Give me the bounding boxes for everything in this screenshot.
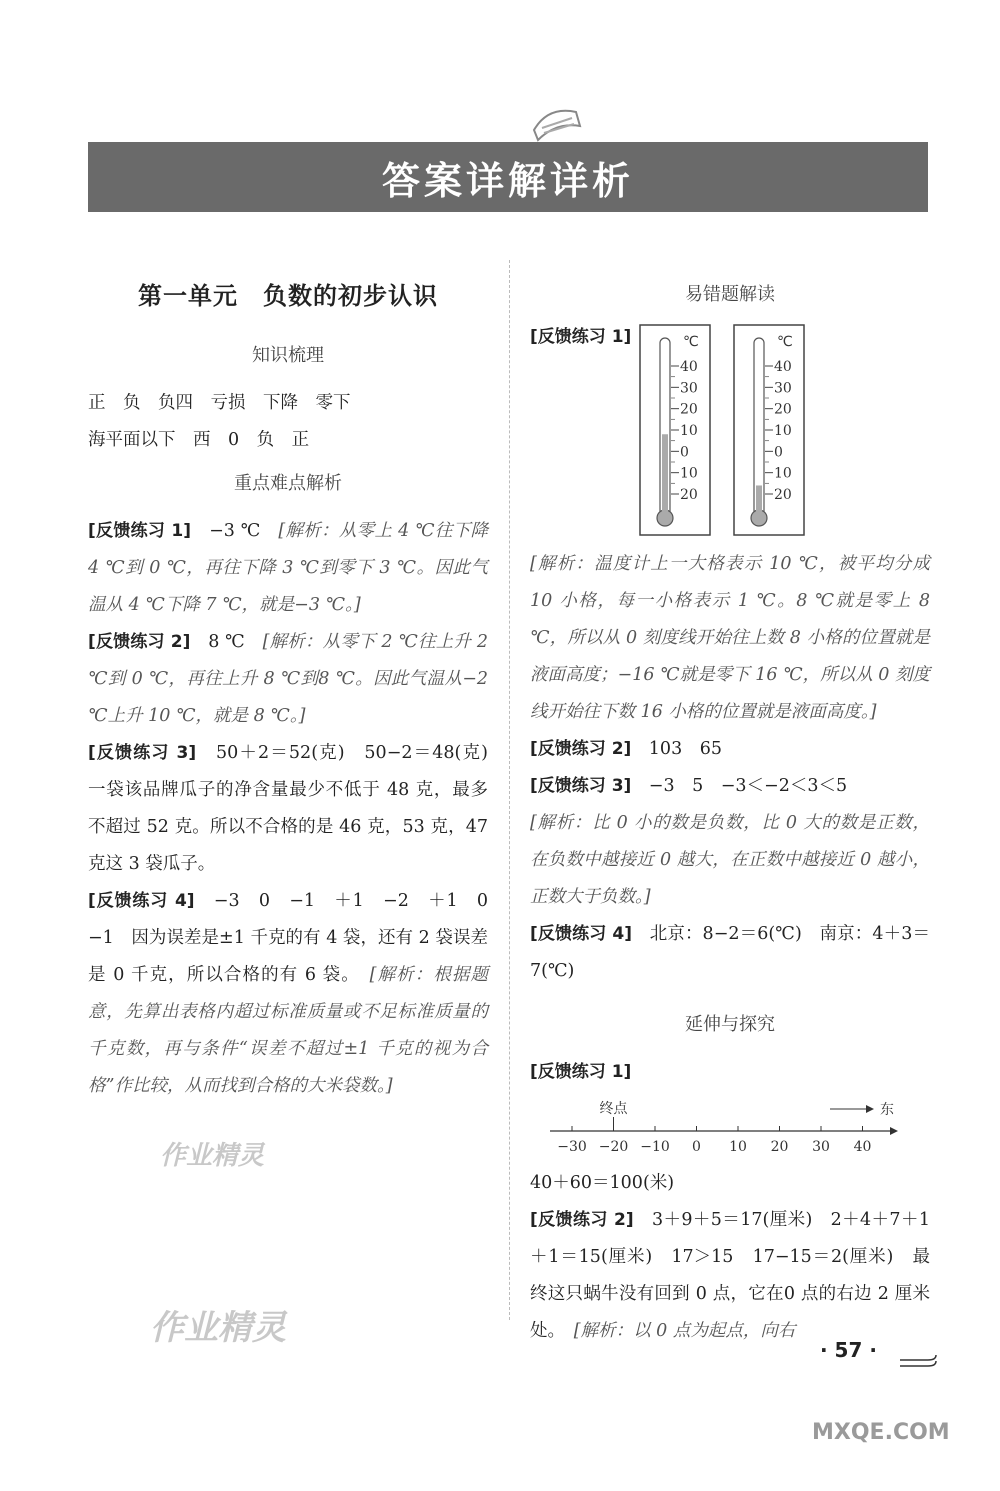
analysis-text: [解析：以 0 点为起点，向右 [573, 1321, 796, 1341]
number-line-tick-label: 0 [692, 1139, 701, 1155]
section-heading-extension: 延伸与探究 [685, 1014, 775, 1035]
number-line-tick-label: 20 [770, 1139, 789, 1155]
unit-title: 第一单元 负数的初步认识 [138, 281, 438, 310]
answer-text: −3 0 −1 ＋1 −2 ＋1 0 −1 因为误差是±1 千克的有 4 袋，还有 2 袋误差是 0 千克，所以合格的有 6 袋。 [88, 891, 506, 985]
analysis-text: [解析：从零上 4 ℃往下降 4 ℃到 0 ℃，再往下降 3 ℃到零下 3 ℃。因此气温从 4 ℃下降 7 ℃，就是−3 ℃。] [88, 521, 488, 615]
thermometer-tick-label: 10 [774, 423, 793, 439]
direction-label: 东 [880, 1102, 894, 1118]
thermometer-tick-label: 40 [774, 359, 793, 375]
exercise-tag: [反馈练习 1] [530, 1062, 632, 1082]
answer-text: 8 ℃ [190, 632, 263, 652]
header-banner [88, 142, 928, 212]
left-column [88, 270, 506, 1105]
thermometer-tick-label: 30 [680, 380, 699, 397]
thermometer-group [639, 324, 805, 536]
answer-item [530, 546, 930, 731]
answer-item [530, 916, 930, 990]
thermometer [733, 324, 805, 536]
answer-text: 北京：8−2＝6(℃) 南京：4＋3＝7(℃) [530, 924, 930, 981]
watermark: 作业精灵 [150, 1308, 286, 1348]
thermometer-tick-label: 10 [774, 465, 793, 482]
analysis-text: [解析：比 0 小的数是负数，比 0 大的数是正数，在负数中越接近 0 越大，在正数中越接近 0 越小，正数大于负数。] [530, 813, 930, 907]
right-column [530, 270, 930, 1350]
exercise-tag: [反馈练习 3] [530, 776, 632, 796]
number-line-tick-label: 40 [853, 1139, 872, 1155]
exercise-tag: [反馈练习 2] [530, 739, 632, 759]
page-hook-icon [898, 1350, 938, 1370]
number-line-tick-label: 10 [729, 1139, 747, 1155]
thermometer-unit: ℃ [683, 334, 700, 350]
section-heading-error-prone: 易错题解读 [685, 284, 775, 305]
section-heading-knowledge: 知识梳理 [252, 345, 324, 366]
thermometer-tick-label: 20 [774, 401, 793, 418]
thermometer-tick-label: 40 [680, 359, 699, 375]
section-heading-key-points: 重点难点解析 [234, 473, 342, 494]
thermometer-tick-label: 20 [680, 401, 699, 418]
number-line-tick-label: −10 [640, 1139, 670, 1155]
knowledge-line-1: 正 负 负四 亏损 下降 零下 [88, 393, 351, 413]
exercise-tag: [反馈练习 1] [530, 327, 632, 347]
answer-item [530, 1202, 930, 1350]
number-line [530, 1099, 910, 1161]
thermometer-tick-label: 20 [680, 487, 699, 503]
exercise-tag: [反馈练习 3] [88, 743, 197, 763]
thermometer-tick-label: 20 [774, 487, 793, 503]
answer-item [530, 731, 930, 768]
answer-item [88, 513, 488, 624]
answer-item [88, 735, 506, 883]
number-line-arrowhead [890, 1127, 898, 1135]
page-title: 答案详解详析 [381, 158, 634, 203]
book-stack-icon [528, 100, 584, 142]
answer-text: 40＋60＝100(米) [530, 1173, 675, 1193]
number-line-tick-label: −20 [598, 1139, 629, 1155]
answer-item [530, 1054, 930, 1091]
thermometer-unit: ℃ [777, 334, 794, 350]
thermometer-liquid [756, 485, 762, 514]
exercise-tag: [反馈练习 2] [88, 632, 191, 652]
exercise-tag: [反馈练习 2] [530, 1210, 634, 1230]
answer-item [88, 624, 488, 735]
column-divider [509, 260, 510, 1320]
thermometer-tick-label: 10 [680, 465, 699, 482]
thermometer-figure [530, 324, 930, 536]
direction-arrow-head [866, 1105, 874, 1113]
thermometer [639, 324, 711, 536]
number-line-tick-label: −30 [557, 1139, 587, 1155]
knowledge-line-2: 海平面以下 西 0 负 正 [88, 430, 310, 450]
exercise-tag: [反馈练习 1] [88, 521, 192, 541]
answer-item [88, 883, 506, 1105]
page-number: · 57 · [820, 1338, 877, 1362]
analysis-text: [解析：根据题意，先算出表格内超过标准质量或不足标准质量的千克数，再与条件“误差不超过±1 千克的视为合格”作比较，从而找到合格的大米袋数。] [88, 965, 488, 1096]
number-line-tick-label: 30 [812, 1139, 830, 1155]
answer-text: −3 ℃ [191, 521, 279, 541]
answer-item [530, 1165, 930, 1202]
thermometer-tick-label: 10 [680, 423, 699, 439]
number-line-figure [530, 1099, 930, 1165]
thermometer-tick-label: 0 [680, 444, 690, 461]
number-line-end-label: 终点 [599, 1101, 628, 1117]
thermometer-tick-label: 30 [774, 380, 793, 397]
thermometer-liquid [662, 434, 668, 514]
answer-text: 103 65 [631, 739, 722, 759]
thermometer-tick-label: 0 [774, 444, 784, 461]
site-watermark: MXQE.COM [812, 1420, 950, 1445]
answer-text: 3＋9＋5＝17(厘米) 2＋4＋7＋1＋1＝15(厘米) 17＞15 17−15＝2(厘米) 最终这只蜗牛没有回到 0 点，它在0 点的右边 2 厘米处。 [530, 1210, 930, 1341]
answer-item [530, 768, 930, 916]
watermark: 作业精灵 [160, 1141, 265, 1171]
analysis-text: [解析：从零下 2 ℃往上升 2 ℃到 0 ℃，再往上升 8 ℃到8 ℃。因此气温从−2 ℃上升 10 ℃，就是 8 ℃。] [88, 632, 488, 726]
analysis-text: [解析：温度计上一大格表示 10 ℃，被平均分成 10 小格，每一小格表示 1 ℃。8 ℃就是零上 8 ℃，所以从 0 刻度线开始往上数 8 小格的位置就是液面高度；−16 ℃就是零下 16 ℃，所以从 0 刻度线开始往下数 16 小格的位置就是液面高度。] [530, 554, 930, 722]
answer-text: 50＋2＝52(克) 50−2＝48(克) 一袋该品牌瓜子的净含量最少不低于 48 克，最多不超过 52 克。所以不合格的是 46 克，53 克，47 克这 3 袋瓜子。 [88, 743, 506, 874]
exercise-tag: [反馈练习 4] [530, 924, 632, 944]
answer-text: −3 5 −3＜−2＜3＜5 [631, 776, 848, 796]
exercise-tag: [反馈练习 4] [88, 891, 195, 911]
